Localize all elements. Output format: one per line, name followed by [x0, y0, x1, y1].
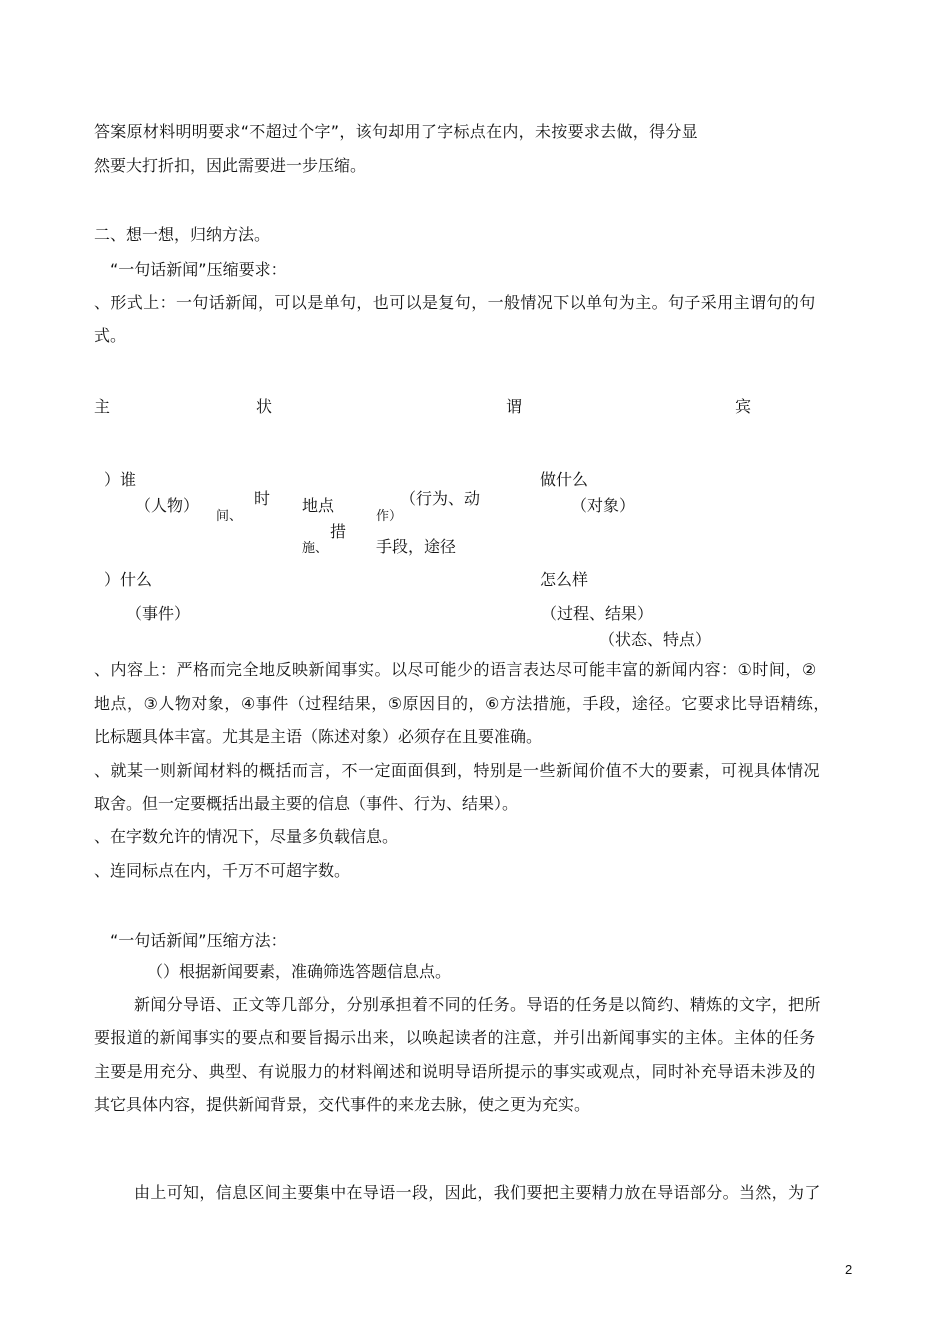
label-state: （状态、特点） — [599, 630, 712, 649]
page-number: 2 — [845, 1262, 853, 1277]
label-time-1: 时 — [254, 489, 271, 508]
rule-5: 、连同标点在内，千万不可超字数。 — [94, 861, 351, 880]
method-paragraph-line-4: 其它具体内容，提供新闻背景，交代事件的来龙去脉，使之更为充实。 — [94, 1095, 591, 1114]
label-process: （过程、结果） — [541, 604, 654, 623]
label-how: 怎么样 — [540, 570, 589, 589]
method-step-1: （）根据新闻要素，准确筛选答题信息点。 — [147, 962, 452, 981]
rule-3-line-1: 、就某一则新闻材料的概括而言，不一定面面俱到，特别是一些新闻价值不大的要素，可视具体情况 — [94, 761, 821, 780]
header-predicate: 谓 — [506, 397, 523, 416]
content-requirement-line-2: 地点，③人物对象，④事件（过程结果，⑤原因目的，⑥方法措施，手段，途径。它要求比导语精练， — [94, 694, 830, 713]
rule-4: 、在字数允许的情况下，尽量多负载信息。 — [94, 827, 399, 846]
label-person: （人物） — [135, 496, 200, 515]
label-behavior-1: （行为、动 — [400, 489, 481, 508]
method-paragraph-line-1: 新闻分导语、正文等几部分，分别承担着不同的任务。导语的任务是以简约、精炼的文字，把所 — [134, 995, 821, 1014]
requirements-title: “一句话新闻”压缩要求： — [110, 260, 287, 279]
label-what: ）什么 — [104, 570, 153, 589]
header-adverbial: 状 — [256, 397, 273, 416]
form-requirement-line-2: 式。 — [94, 326, 127, 345]
method-paragraph-line-2: 要报道的新闻事实的要点和要旨揭示出来，以唤起读者的注意，并引出新闻事实的主体。主体的任务 — [94, 1028, 816, 1047]
method-title: “一句话新闻”压缩方法： — [110, 931, 287, 950]
label-place: 地点 — [302, 496, 335, 515]
content-requirement-line-3: 比标题具体丰富。尤其是主语（陈述对象）必须存在且要准确。 — [94, 727, 543, 746]
label-means: 手段，途径 — [376, 537, 457, 556]
content-requirement-line-1: 、内容上：严格而完全地反映新闻事实。以尽可能少的语言表达尽可能丰富的新闻内容：①时间，② — [94, 660, 817, 679]
header-subject: 主 — [94, 397, 111, 416]
form-requirement-line-1: 、形式上：一句话新闻，可以是单句，也可以是复句，一般情况下以单句为主。句子采用主谓句的句 — [94, 293, 816, 312]
label-behavior-2: 作） — [376, 509, 403, 524]
answer-comment-line-2: 然要大打折扣，因此需要进一步压缩。 — [94, 156, 367, 175]
label-time-2: 间、 — [216, 509, 243, 524]
method-paragraph-2-line-1: 由上可知，信息区间主要集中在导语一段，因此，我们要把主要精力放在导语部分。当然，为了 — [134, 1183, 821, 1202]
label-object: （对象） — [571, 496, 636, 515]
answer-comment-line-1: 答案原材料明明要求“不超过个字”，该句却用了字标点在内，未按要求去做，得分显 — [94, 122, 698, 141]
label-event: （事件） — [126, 604, 191, 623]
label-do-what: 做什么 — [540, 470, 589, 489]
header-object: 宾 — [735, 397, 752, 416]
label-who: ）谁 — [104, 470, 137, 489]
method-paragraph-line-3: 主要是用充分、典型、有说服力的材料阐述和说明导语所提示的事实或观点，同时补充导语未涉及的 — [94, 1062, 816, 1081]
section-heading: 二、想一想，归纳方法。 — [94, 225, 271, 244]
label-measure-1: 措 — [330, 522, 347, 541]
label-measure-2: 施、 — [302, 541, 329, 556]
rule-3-line-2: 取舍。但一定要概括出最主要的信息（事件、行为、结果）。 — [94, 794, 519, 813]
